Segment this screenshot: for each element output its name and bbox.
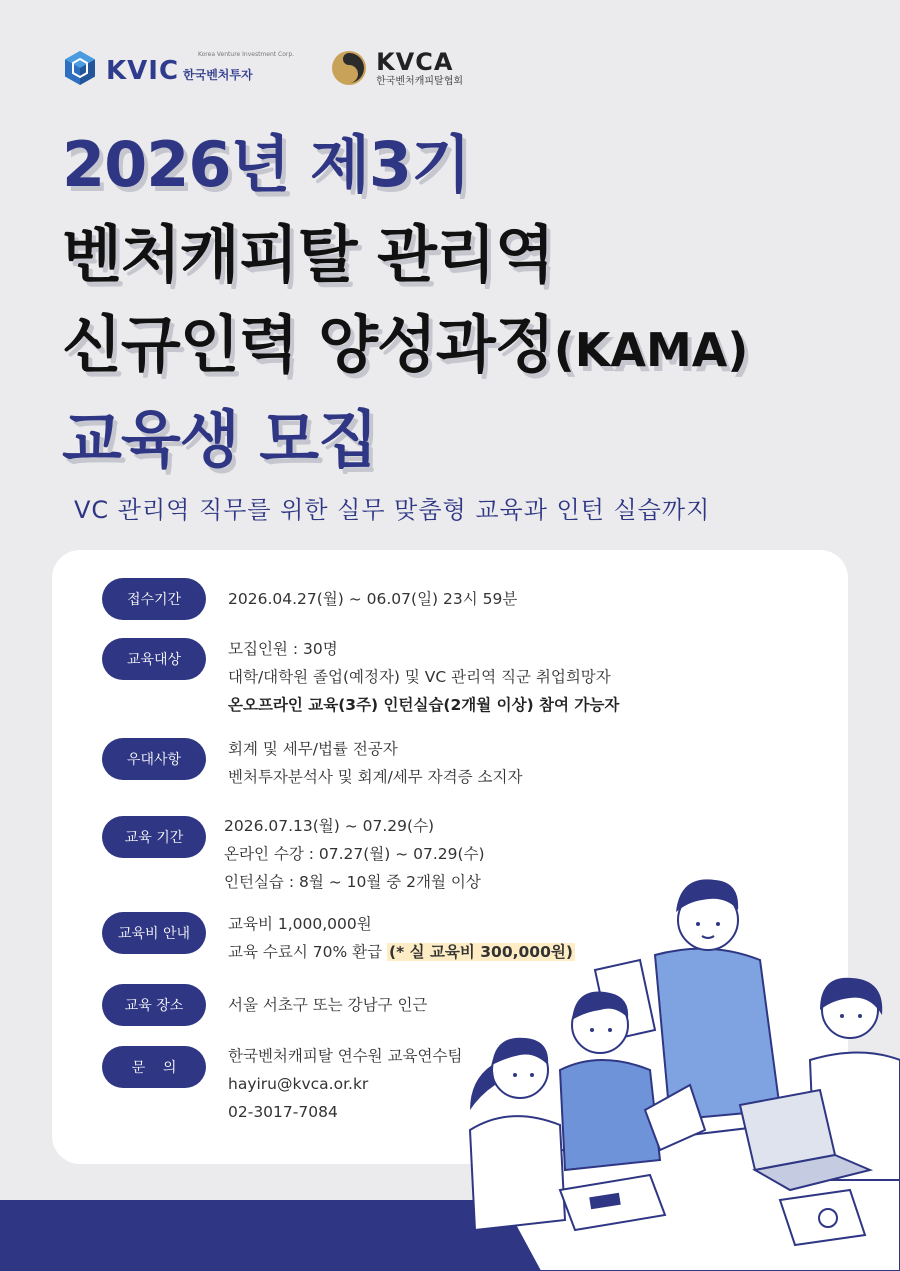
badge-contact: 문 의 <box>102 1046 206 1088</box>
info-row-target <box>102 638 619 719</box>
title-line-2: 벤처캐피탈 관리역 <box>62 218 554 291</box>
education-period-line-3: 인턴실습 : 8월 ~ 10월 중 2개월 이상 <box>224 873 481 891</box>
education-period-line-2: 온라인 수강 : 07.27(월) ~ 07.29(수) <box>224 845 485 863</box>
info-row-contact <box>102 1046 462 1126</box>
target-line-2: 대학/대학원 졸업(예정자) 및 VC 관리역 직군 취업희망자 <box>228 668 611 686</box>
contact-team: 한국벤처캐피탈 연수원 교육연수팀 <box>228 1047 463 1065</box>
girl-figure <box>470 1038 565 1230</box>
kvic-hexagon-icon <box>62 50 98 86</box>
application-period-text: 2026.04.27(월) ~ 06.07(일) 23시 59분 <box>228 590 518 608</box>
kvic-wordmark: KVIC <box>106 55 180 86</box>
standing-man-figure <box>655 879 780 1120</box>
info-row-location <box>102 984 427 1026</box>
location-text: 서울 서초구 또는 강남구 인근 <box>228 996 428 1014</box>
kvic-korean-name: 한국벤처투자 <box>183 67 253 82</box>
badge-preference: 우대사항 <box>102 738 206 780</box>
fee-line-1: 교육비 1,000,000원 <box>228 915 372 933</box>
kvca-logo <box>330 49 463 87</box>
kvca-wordmark: KVCA <box>376 47 454 76</box>
kvic-logo <box>62 50 294 86</box>
fee-actual-cost-highlight: (* 실 교육비 300,000원) <box>388 943 573 961</box>
badge-location: 교육 장소 <box>102 984 206 1026</box>
contact-email[interactable]: hayiru@kvca.or.kr <box>228 1075 369 1093</box>
badge-application-period: 접수기간 <box>102 578 206 620</box>
subtitle: VC 관리역 직무를 위한 실무 맞춤형 교육과 인턴 실습까지 <box>74 496 711 524</box>
badge-fee: 교육비 안내 <box>102 912 206 954</box>
title-line-3-main: 신규인력 양성과정 <box>62 308 554 381</box>
target-line-1: 모집인원 : 30명 <box>228 640 338 658</box>
fee-refund-text: 교육 수료시 70% 환급 <box>228 943 383 961</box>
contact-phone[interactable]: 02-3017-7084 <box>228 1103 338 1121</box>
info-row-education-period <box>102 816 485 896</box>
badge-target: 교육대상 <box>102 638 206 680</box>
kvca-korean-name: 한국벤처캐피탈협회 <box>376 75 464 87</box>
team-illustration <box>440 860 900 1271</box>
target-line-3: 온오프라인 교육(3주) 인턴실습(2개월 이상) 참여 가능자 <box>228 696 620 714</box>
info-row-preference <box>102 738 522 791</box>
preference-line-2: 벤처투자분석사 및 회계/세무 자격증 소지자 <box>228 768 523 786</box>
header-logos <box>62 48 463 88</box>
title-line-4: 교육생 모집 <box>62 403 378 476</box>
badge-education-period: 교육 기간 <box>102 816 206 858</box>
title-kama: (KAMA) <box>553 323 749 377</box>
preference-line-1: 회계 및 세무/법률 전공자 <box>228 740 398 758</box>
kvca-swirl-icon <box>330 49 368 87</box>
info-row-application-period <box>102 578 517 620</box>
poster-title <box>62 120 748 485</box>
title-line-3 <box>62 300 748 395</box>
education-period-line-1: 2026.07.13(월) ~ 07.29(수) <box>224 817 435 835</box>
kvic-english-name: Korea Venture Investment Corp. <box>198 50 295 58</box>
title-line-1: 2026년 제3기 <box>62 128 470 201</box>
